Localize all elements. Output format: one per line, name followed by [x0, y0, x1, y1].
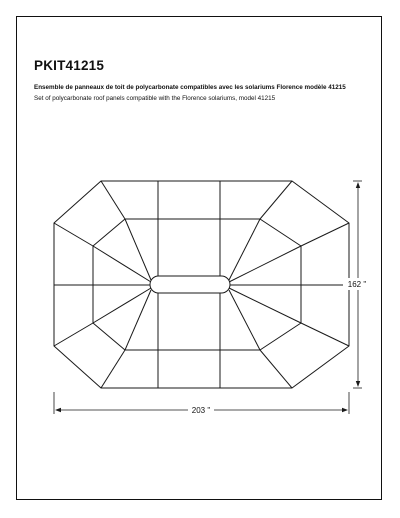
corner-join-top-right — [260, 181, 292, 219]
width-arrow-right — [342, 408, 348, 412]
product-code-title: PKIT41215 — [34, 58, 105, 73]
height-arrow-bottom — [356, 381, 360, 387]
rafter-right-upper-mid — [229, 246, 301, 282]
corner-join-top-left — [101, 181, 125, 219]
width-arrow-left — [55, 408, 61, 412]
corner-join-left-top — [54, 223, 93, 246]
rafter-right-bottom — [229, 290, 260, 350]
rafter-left-bottom — [125, 290, 151, 350]
rafter-left-lower-mid — [93, 288, 151, 323]
rafter-left-upper-mid — [93, 246, 151, 282]
corner-join-bottom-left — [101, 350, 125, 388]
description-english: Set of polycarbonate roof panels compatible with the Florence solariums, model 41215 — [34, 95, 276, 102]
width-label: 203 " — [191, 406, 211, 415]
corner-join-right-top — [301, 223, 349, 246]
corner-join-bottom-right — [260, 350, 292, 388]
rafter-right-lower-mid — [229, 288, 301, 323]
ridge-cap — [150, 276, 230, 293]
description-french: Ensemble de panneaux de toit de polycarbonate compatibles avec les solariums Florence modèle 41215 — [34, 84, 346, 91]
roof-panel-lines — [54, 181, 349, 388]
rafter-left-top — [125, 219, 151, 280]
corner-join-left-bottom — [54, 323, 93, 346]
height-label: 162 " — [347, 280, 367, 289]
height-arrow-top — [356, 182, 360, 188]
corner-join-right-bottom — [301, 323, 349, 346]
rafter-right-top — [229, 219, 260, 280]
